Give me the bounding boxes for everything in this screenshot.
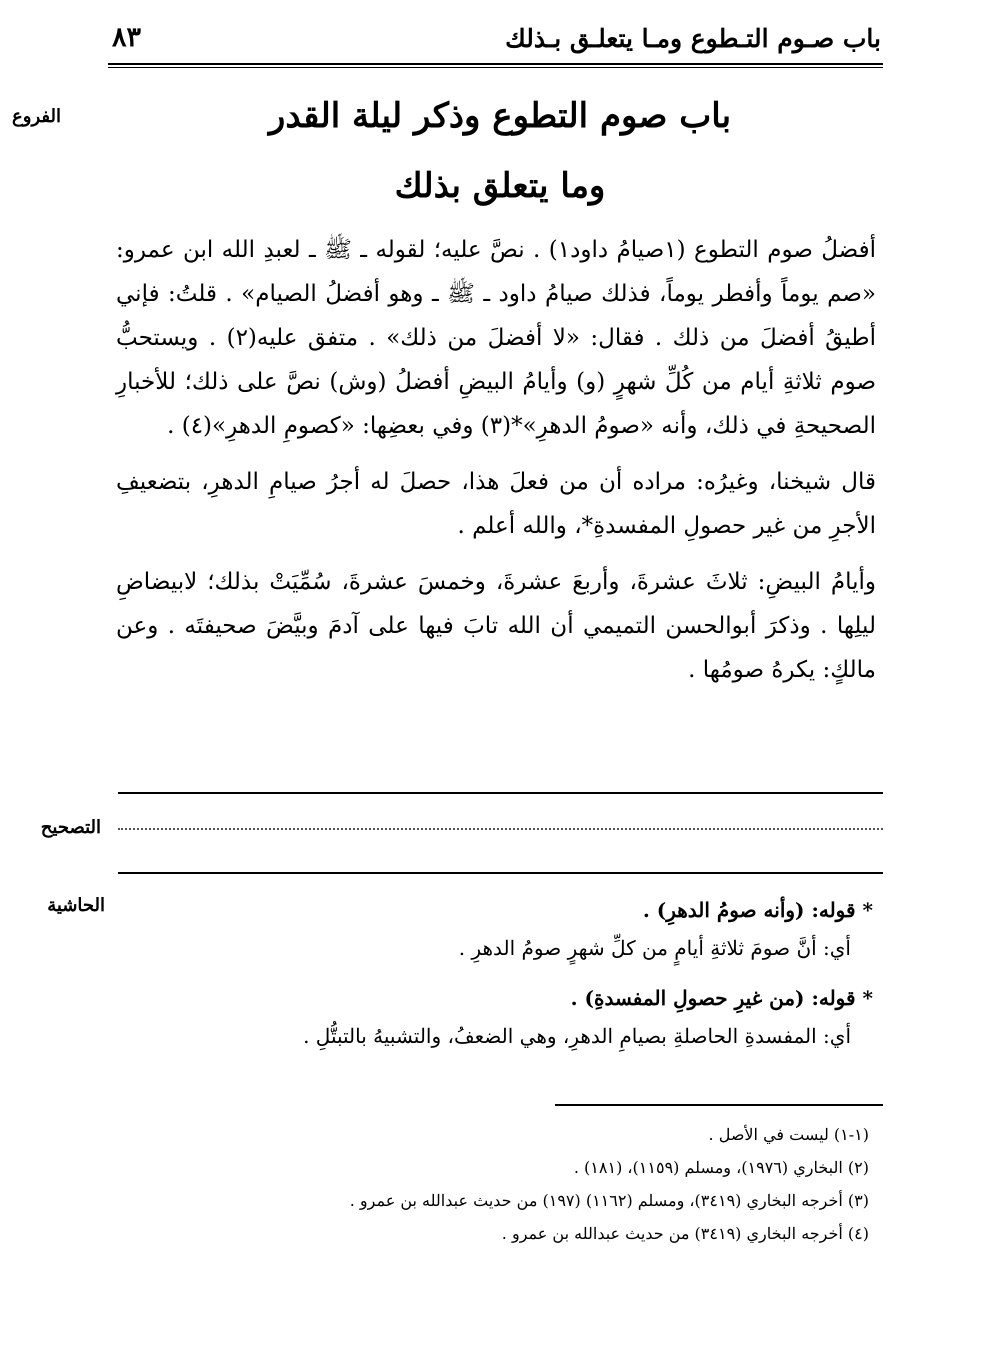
side-label-tashih: التصحيح [40, 817, 101, 838]
main-text [116, 228, 876, 692]
chapter-title-line1: باب صوم التطوع وذكر ليلة القدر [268, 96, 732, 136]
page-number: ٨٣ [112, 22, 142, 53]
footnotes [109, 1118, 869, 1250]
header-rule-thick [108, 63, 883, 65]
hashia-explanation: أي: أنَّ صومَ ثلاثةِ أيامٍ من كلِّ شهرٍ صومُ الدهرِ . [458, 936, 851, 960]
paragraph: أفضلُ صوم التطوع (١صيامُ داود١) . نصَّ عليه؛ لقوله ـ ﷺ ـ لعبدِ الله ابن عمرو: «صم يوماً وأفطر يوماً، فذلك صيامُ داود ـ ﷺ ـ وهو أفضلُ الصيام» . قلتُ: فإني أطيقُ أفضلَ من ذلك . فقال: «لا أفضلَ من ذلك» . متفق عليه(٢) . ويستحبُّ صوم ثلاثةِ أيام من كُلِّ شهرٍ (و) وأيامُ البيضِ أفضلُ (وش) نصَّ على ذلك؛ للأخبارِ الصحيحةِ في ذلك، وأنه «صومُ الدهرِ»*(٣) وفي بعضِها: «كصومِ الدهرِ»(٤) . [116, 237, 877, 439]
footnote: (١-١) ليست في الأصل . [708, 1125, 869, 1144]
hashia-quote: * قوله: (من غيرِ حصولِ المفسدةِ) . [570, 986, 873, 1010]
paragraph: قال شيخنا، وغيرُه: مراده أن من فعلَ هذا، حصلَ له أجرُ صيامِ الدهرِ، بتضعيفِ الأجرِ من غير حصولِ المفسدةِ*، والله أعلم . [116, 469, 876, 539]
section-rule-top [118, 792, 883, 794]
hashia-explanation: أي: المفسدةِ الحاصلةِ بصيامِ الدهرِ، وهي الضعفُ، والتشبيهُ بالتبتُّلِ . [303, 1024, 851, 1048]
paragraph: وأيامُ البيضِ: ثلاثَ عشرةَ، وأربعَ عشرةَ، وخمسَ عشرةَ، سُمِّيَتْ بذلك؛ لابيضاضِ ليلِها . وذكرَ أبوالحسن التميمي أن الله تابَ فيها على آدمَ وبيَّضَ صحيفتَه . وعن مالكٍ: يكرهُ صومُها . [116, 569, 876, 683]
section-rule-bottom [118, 872, 883, 874]
header-rule-thin [108, 67, 883, 68]
hashia-notes [113, 898, 873, 1074]
tashih-dotted-line [118, 828, 883, 830]
side-label-furu: الفروع [12, 106, 61, 127]
side-label-hashia: الحاشية [47, 895, 105, 916]
footnote: (٢) البخاري (١٩٧٦)، ومسلم (١١٥٩)، (١٨١) . [573, 1158, 869, 1177]
running-header-title: باب صـوم التـطوع ومـا يتعلـق بـذلك [505, 24, 881, 53]
footnote: (٤) أخرجه البخاري (٣٤١٩) من حديث عبدالله بن عمرو . [501, 1224, 869, 1243]
hashia-quote: * قوله: (وأنه صومُ الدهرِ) . [642, 898, 873, 922]
chapter-title-line2: وما يتعلق بذلك [394, 166, 606, 206]
footnote: (٣) أخرجه البخاري (٣٤١٩)، ومسلم (١١٦٢) (١٩٧) من حديث عبدالله بن عمرو . [349, 1191, 869, 1210]
footnote-rule [555, 1104, 883, 1106]
